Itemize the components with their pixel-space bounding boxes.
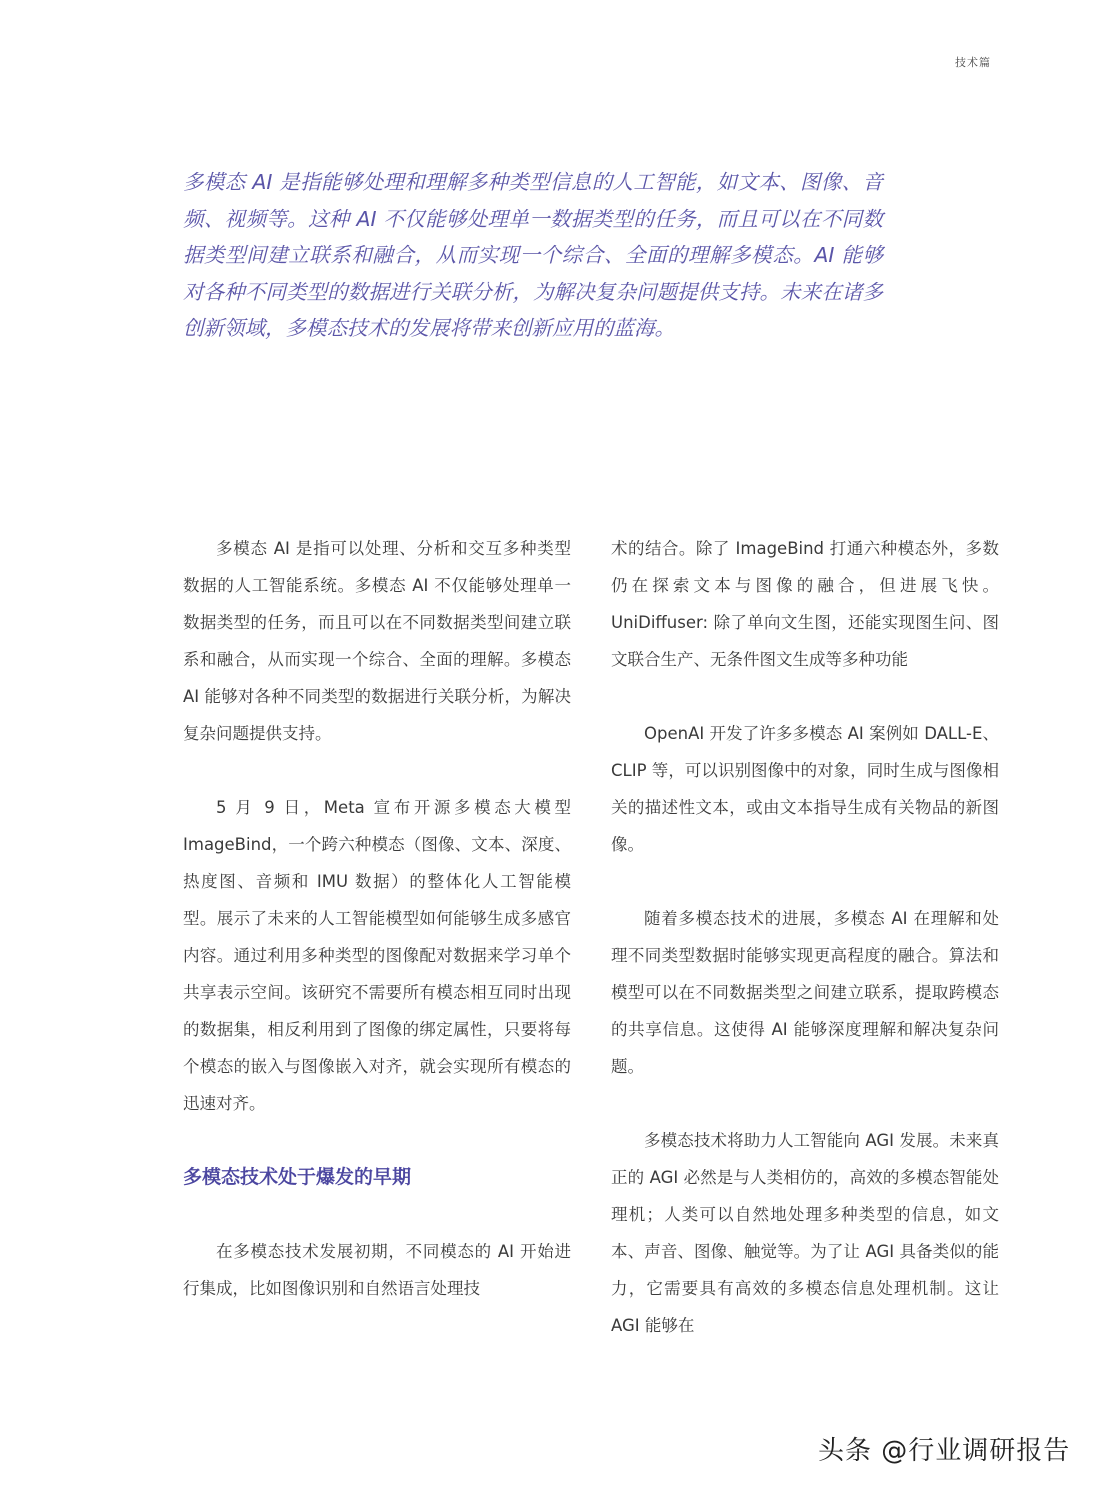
left-column — [183, 530, 571, 1307]
intro-quote: 多模态 AI 是指能够处理和理解多种类型信息的人工智能，如文本、图像、音频、视频等。这种 AI 不仅能够处理单一数据类型的任务，而且可以在不同数据类型间建立联系和融合，从而实现一个综合、全面的理解多模态。AI 能够对各种不同类型的数据进行关联分析，为解决复杂问题提供支持。未来在诸多创新领域，多模态技术的发展将带来创新应用的蓝海。 — [183, 170, 883, 340]
right-paragraph-2: 随着多模态技术的进展，多模态 AI 在理解和处理不同类型数据时能够实现更高程度的融合。算法和模型可以在不同数据类型之间建立联系，提取跨模态的共享信息。这使得 AI 能够深度理解和解决复杂问题。 — [611, 909, 999, 1076]
section-heading: 多模态技术处于爆发的早期 — [183, 1166, 412, 1188]
watermark: 头条 @行业调研报告 — [818, 1436, 1071, 1466]
right-column — [611, 530, 999, 1344]
left-paragraph-1: 多模态 AI 是指可以处理、分析和交互多种类型数据的人工智能系统。多模态 AI 不仅能够处理单一数据类型的任务，而且可以在不同数据类型间建立联系和融合，从而实现一个综合、全面的理解。多模态 AI 能够对各种不同类型的数据进行关联分析，为解决复杂问题提供支持。 — [183, 539, 571, 743]
right-paragraph-1: OpenAI 开发了许多多模态 AI 案例如 DALL-E、CLIP 等，可以识别图像中的对象，同时生成与图像相关的描述性文本，或由文本指导生成有关物品的新图像。 — [611, 724, 999, 854]
left-paragraph-3: 在多模态技术发展初期，不同模态的 AI 开始进行集成，比如图像识别和自然语言处理技 — [183, 1242, 571, 1298]
right-paragraph-3: 多模态技术将助力人工智能向 AGI 发展。未来真正的 AGI 必然是与人类相仿的，高效的多模态智能处理机；人类可以自然地处理多种类型的信息，如文本、声音、图像、触觉等。为了让 AGI 具备类似的能力，它需要具有高效的多模态信息处理机制。这让 AGI 能够在 — [611, 1131, 999, 1335]
section-tag: 技术篇 — [955, 56, 991, 69]
left-paragraph-2: 5 月 9 日，Meta 宣布开源多模态大模型 ImageBind，一个跨六种模态（图像、文本、深度、热度图、音频和 IMU 数据）的整体化人工智能模型。展示了未来的人工智能模型如何能够生成多感官内容。通过利用多种类型的图像配对数据来学习单个共享表示空间。该研究不需要所有模态相互同时出现的数据集，相反利用到了图像的绑定属性，只要将每个模态的嵌入与图像嵌入对齐，就会实现所有模态的迅速对齐。 — [183, 798, 571, 1113]
right-paragraph-0: 术的结合。除了 ImageBind 打通六种模态外，多数仍在探索文本与图像的融合，但进展飞快。UniDiffuser: 除了单向文生图，还能实现图生问、图文联合生产、无条件图文生成等多种功能 — [611, 539, 999, 669]
